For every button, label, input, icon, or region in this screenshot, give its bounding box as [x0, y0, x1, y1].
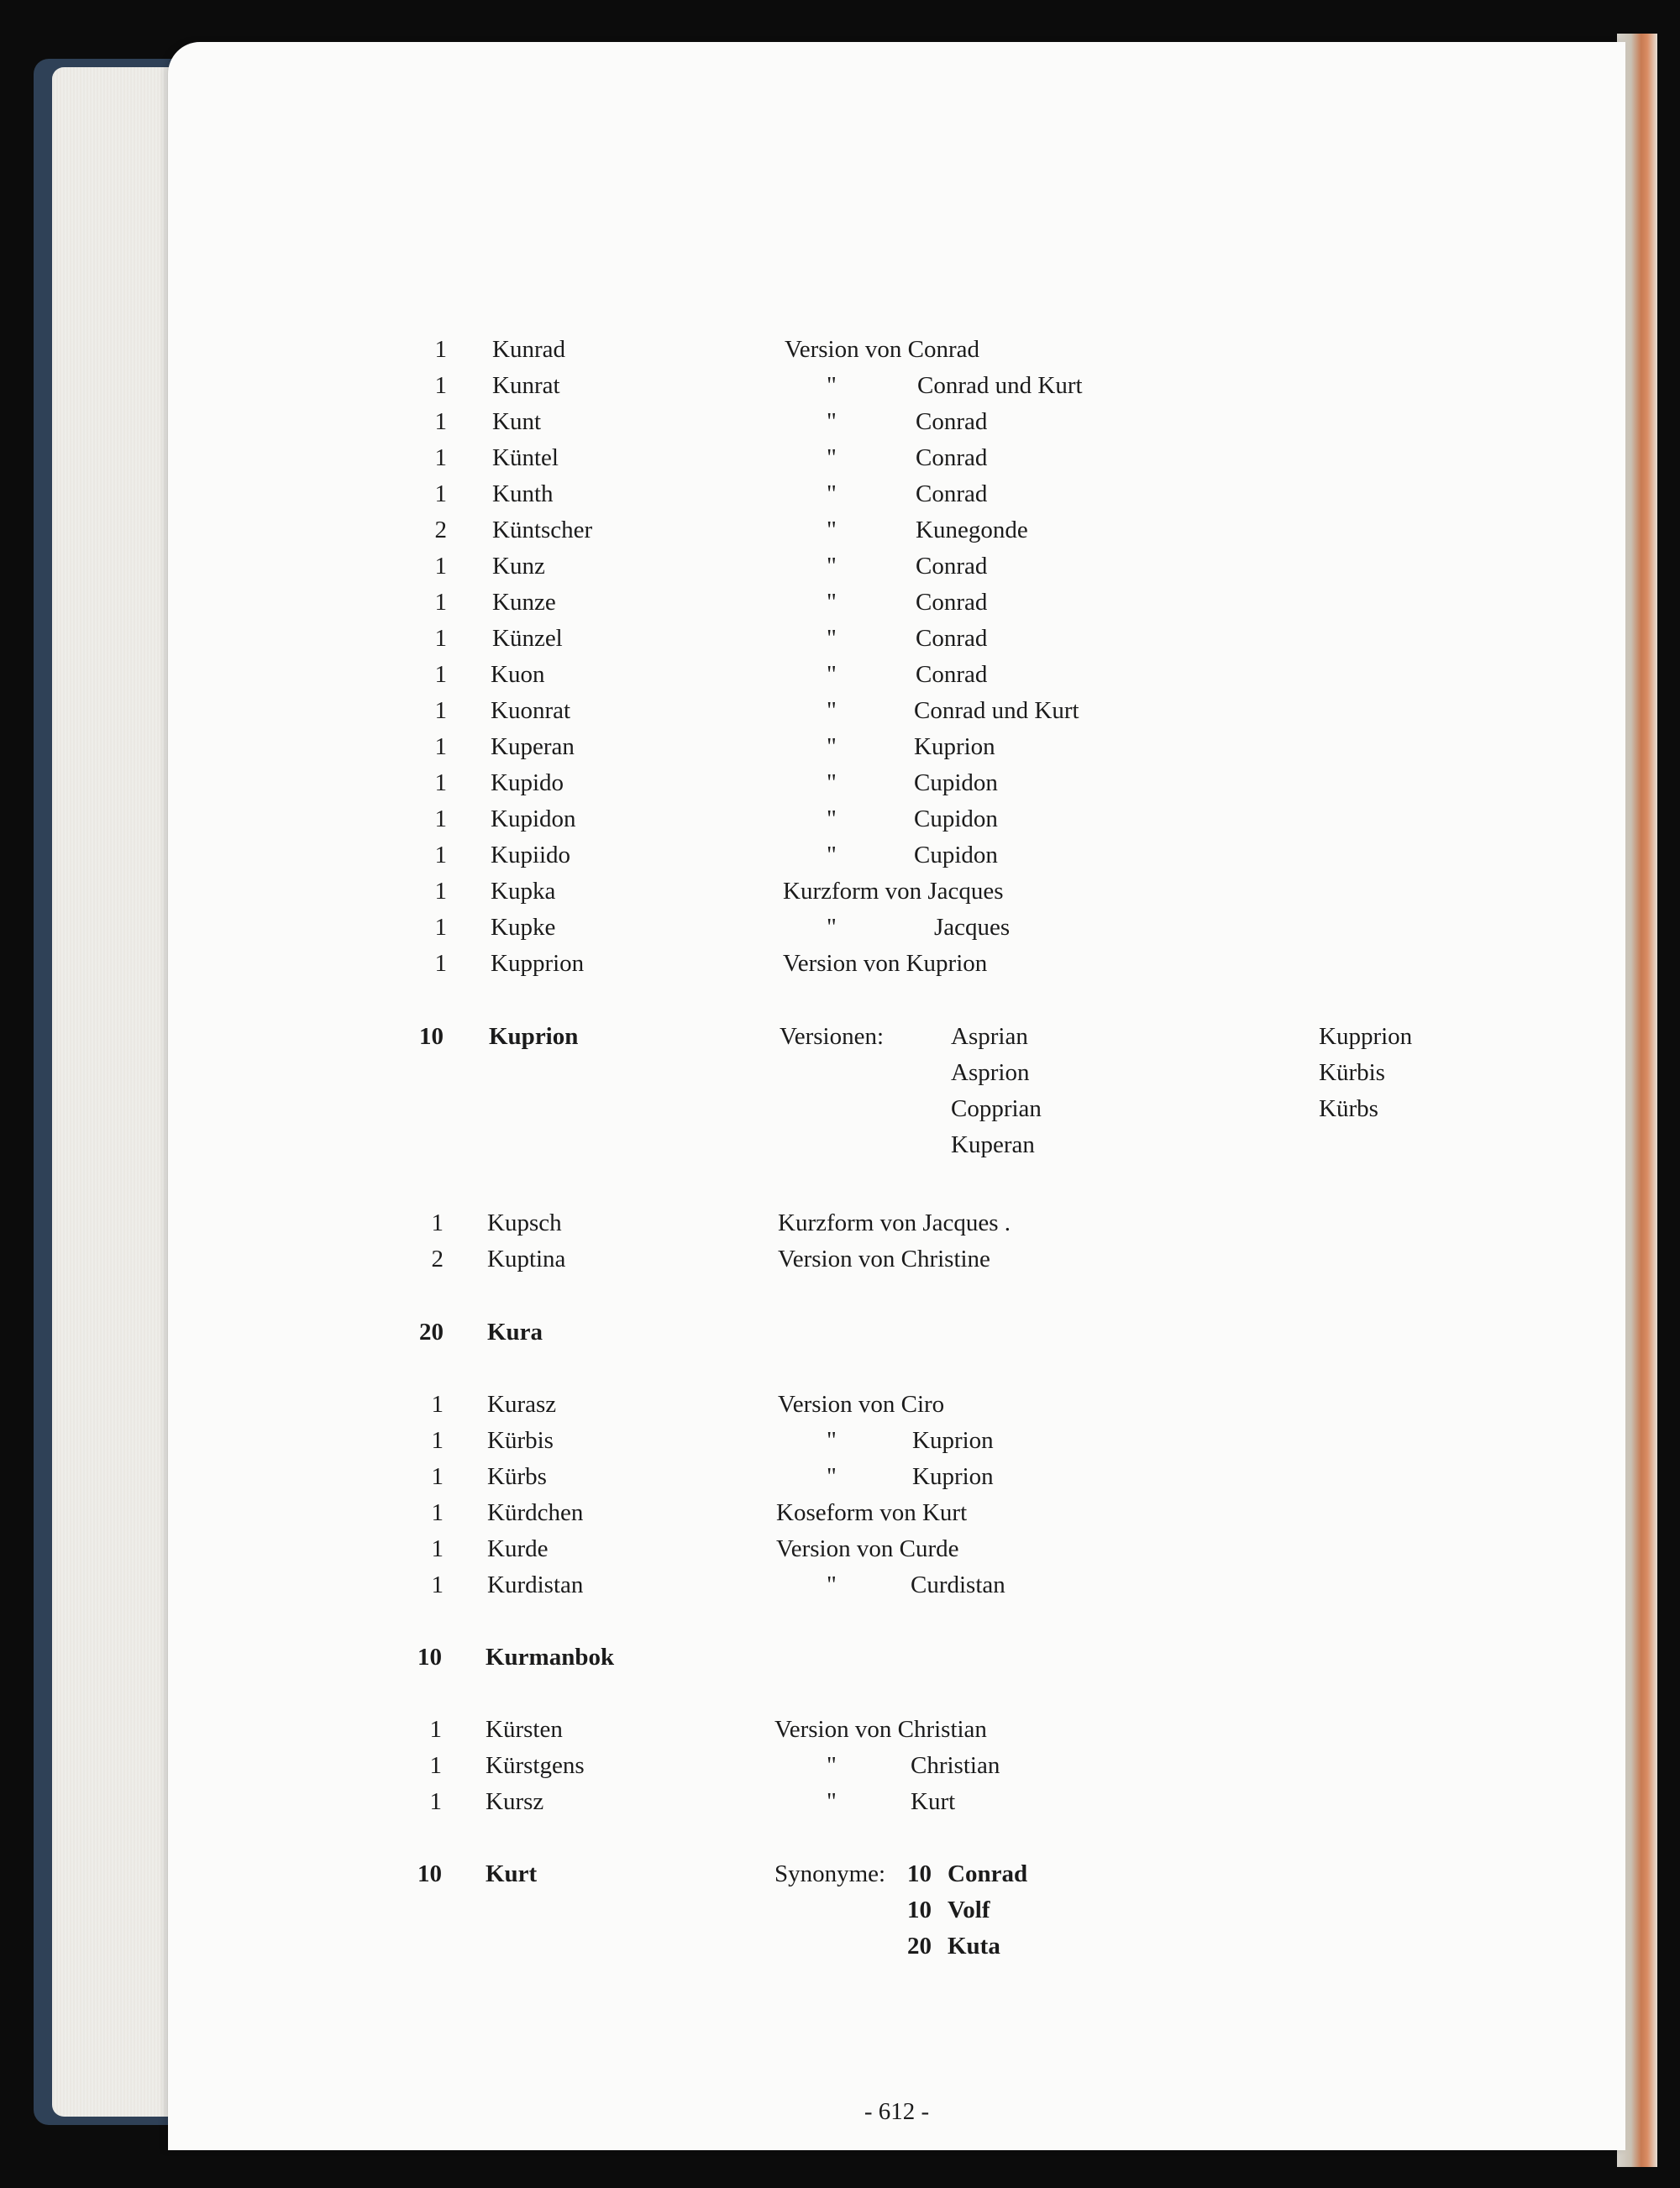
- entry-name: Kürstgens: [486, 1752, 585, 1779]
- ditto-mark: ": [827, 661, 837, 688]
- entry-row: [168, 621, 1625, 656]
- entry-row: [168, 548, 1625, 584]
- entry-description: Versionen:: [780, 1023, 885, 1050]
- entry-target: Kuprion: [912, 1427, 994, 1454]
- entry-name: Künzel: [492, 625, 563, 652]
- version-item: Kürbs: [1319, 1095, 1378, 1122]
- entry-description: Kurzform von Jacques: [783, 878, 1004, 905]
- entry-count: 1: [434, 372, 447, 399]
- entry-name: Kurmanbok: [486, 1644, 615, 1671]
- entry-row: [168, 1748, 1625, 1783]
- entry-row: [168, 657, 1625, 692]
- entry-name: Kupido: [491, 769, 564, 796]
- entry-target: Conrad: [916, 480, 988, 507]
- entry-target: Conrad: [916, 589, 988, 616]
- entry-count: 1: [431, 1391, 444, 1418]
- entry-row: [168, 910, 1625, 945]
- ditto-mark: ": [827, 480, 837, 507]
- synonym-count: 20: [907, 1933, 932, 1960]
- entry-row: [168, 1241, 1625, 1277]
- entry-name: Kurt: [486, 1860, 538, 1887]
- entry-name: Kürsten: [486, 1716, 563, 1743]
- book-page: [168, 42, 1625, 2150]
- entry-name: Kurde: [487, 1535, 549, 1562]
- entry-name: Kuon: [491, 661, 545, 688]
- entry-target: Kuprion: [912, 1463, 994, 1490]
- ditto-mark: ": [827, 589, 837, 616]
- entry-name: Kupka: [491, 878, 556, 905]
- entry-name: Kürbis: [487, 1427, 554, 1454]
- version-item: Kupprion: [1319, 1023, 1413, 1050]
- entry-count: 1: [429, 1788, 442, 1815]
- entry-count: 1: [434, 444, 447, 471]
- entry-name: Kursz: [486, 1788, 544, 1815]
- entry-row: [168, 1205, 1625, 1241]
- ditto-mark: ": [827, 408, 837, 435]
- entry-count: 1: [434, 408, 447, 435]
- version-item: Asprion: [951, 1059, 1030, 1086]
- entry-row: [168, 801, 1625, 837]
- entry-name: Kunz: [492, 553, 545, 580]
- entry-row: [168, 1387, 1625, 1422]
- ditto-mark: ": [827, 517, 837, 543]
- entry-row: [168, 874, 1625, 909]
- entry-count: 1: [431, 1535, 444, 1562]
- entry-target: Kuprion: [914, 733, 995, 760]
- entry-row: [168, 729, 1625, 764]
- entry-count: 1: [434, 336, 447, 363]
- entry-count: 1: [434, 878, 447, 905]
- entry-name: Kurdistan: [487, 1571, 584, 1598]
- entry-count: 1: [434, 553, 447, 580]
- entry-count: 1: [431, 1427, 444, 1454]
- entry-row: [168, 1459, 1625, 1494]
- entry-count: 1: [431, 1463, 444, 1490]
- ditto-mark: ": [827, 697, 837, 724]
- synonym-name: Conrad: [948, 1860, 1028, 1887]
- entry-name: Kupprion: [491, 950, 585, 977]
- entry-target: Conrad: [916, 625, 988, 652]
- entry-count: 1: [434, 842, 447, 868]
- entry-row: [168, 1567, 1625, 1603]
- entry-name: Kupke: [491, 914, 556, 941]
- entry-name: Kupiido: [491, 842, 571, 868]
- entry-row: [168, 1640, 1625, 1675]
- entry-name: Kura: [487, 1319, 543, 1346]
- entry-row: [168, 1495, 1625, 1530]
- ditto-mark: ": [827, 1752, 837, 1779]
- entry-description: Version von Kuprion: [783, 950, 988, 977]
- entry-target: Cupidon: [914, 769, 998, 796]
- entry-row: [168, 368, 1625, 403]
- entry-description: Version von Curde: [776, 1535, 959, 1562]
- entry-count: 1: [429, 1716, 442, 1743]
- entry-row: [168, 585, 1625, 620]
- synonym-name: Volf: [948, 1897, 990, 1923]
- ditto-mark: ": [827, 1427, 837, 1454]
- entry-target: Conrad: [916, 553, 988, 580]
- entry-name: Kupidon: [491, 805, 576, 832]
- entry-count: 2: [431, 1246, 444, 1272]
- page-edges: [52, 67, 186, 2117]
- entry-target: Christian: [911, 1752, 1000, 1779]
- entry-name: Kunth: [492, 480, 554, 507]
- entry-row: [168, 404, 1625, 439]
- entry-count: 1: [434, 480, 447, 507]
- entry-target: Conrad: [916, 661, 988, 688]
- entry-row: [168, 332, 1625, 367]
- version-item: Asprian: [951, 1023, 1028, 1050]
- version-item: Kürbis: [1319, 1059, 1385, 1086]
- entry-row: [168, 946, 1625, 981]
- entry-target: Conrad: [916, 444, 988, 471]
- entry-count: 1: [429, 1752, 442, 1779]
- entry-row: [168, 440, 1625, 475]
- entry-count: 10: [419, 1023, 444, 1050]
- entry-count: 1: [431, 1499, 444, 1526]
- entry-description: Version von Christine: [778, 1246, 990, 1272]
- entry-row: [168, 1019, 1625, 1158]
- ditto-mark: ": [827, 372, 837, 399]
- entry-description: Version von Christian: [774, 1716, 987, 1743]
- ditto-mark: ": [827, 842, 837, 868]
- entry-name: Kunze: [492, 589, 556, 616]
- synonym-count: 10: [907, 1897, 932, 1923]
- entry-description: Koseform von Kurt: [776, 1499, 968, 1526]
- ditto-mark: ": [827, 1463, 837, 1490]
- entry-target: Conrad: [916, 408, 988, 435]
- entry-count: 20: [419, 1319, 444, 1346]
- entry-name: Kurasz: [487, 1391, 557, 1418]
- page-number: - 612 -: [864, 2098, 930, 2125]
- entry-count: 1: [434, 697, 447, 724]
- entry-name: Küntel: [492, 444, 559, 471]
- entry-count: 10: [417, 1644, 442, 1671]
- entry-name: Küntscher: [492, 517, 593, 543]
- entry-count: 1: [434, 769, 447, 796]
- entry-name: Kunrad: [492, 336, 565, 363]
- entry-name: Kunrat: [492, 372, 560, 399]
- entry-name: Kürbs: [487, 1463, 547, 1490]
- entry-count: 1: [431, 1209, 444, 1236]
- entry-count: 1: [434, 733, 447, 760]
- version-item: Kuperan: [951, 1131, 1035, 1158]
- entry-count: 1: [434, 805, 447, 832]
- entry-target: Kunegonde: [916, 517, 1028, 543]
- ditto-mark: ": [827, 1571, 837, 1598]
- entry-row: [168, 1531, 1625, 1566]
- entry-row: [168, 1423, 1625, 1458]
- entry-name: Kupsch: [487, 1209, 562, 1236]
- entry-name: Kuperan: [491, 733, 575, 760]
- entry-target: Jacques: [934, 914, 1011, 941]
- entry-row: [168, 512, 1625, 548]
- name-entries: [168, 42, 1625, 2150]
- entry-description: Version von Conrad: [785, 336, 979, 363]
- entry-row: [168, 476, 1625, 512]
- entry-description: Kurzform von Jacques .: [778, 1209, 1011, 1236]
- entry-count: 2: [434, 517, 447, 543]
- entry-target: Conrad und Kurt: [917, 372, 1083, 399]
- entry-row: [168, 1856, 1625, 1960]
- entry-target: Curdistan: [911, 1571, 1005, 1598]
- entry-count: 10: [417, 1860, 442, 1887]
- entry-row: [168, 693, 1625, 728]
- entry-target: Kurt: [911, 1788, 956, 1815]
- ditto-mark: ": [827, 1788, 837, 1815]
- ditto-mark: ": [827, 914, 837, 941]
- ditto-mark: ": [827, 444, 837, 471]
- entry-row: [168, 1784, 1625, 1819]
- entry-description: Synonyme:: [774, 1860, 886, 1887]
- ditto-mark: ": [827, 625, 837, 652]
- entry-count: 1: [434, 625, 447, 652]
- entry-description: Version von Ciro: [778, 1391, 945, 1418]
- entry-count: 1: [434, 914, 447, 941]
- ditto-mark: ": [827, 733, 837, 760]
- ditto-mark: ": [827, 553, 837, 580]
- entry-target: Cupidon: [914, 805, 998, 832]
- entry-row: [168, 765, 1625, 800]
- entry-row: [168, 837, 1625, 873]
- entry-target: Cupidon: [914, 842, 998, 868]
- entry-count: 1: [434, 589, 447, 616]
- entry-name: Kuonrat: [491, 697, 571, 724]
- ditto-mark: ": [827, 769, 837, 796]
- version-item: Copprian: [951, 1095, 1042, 1122]
- entry-name: Kunt: [492, 408, 541, 435]
- synonym-name: Kuta: [948, 1933, 1000, 1960]
- ditto-mark: ": [827, 805, 837, 832]
- synonym-count: 10: [907, 1860, 932, 1887]
- entry-name: Kürdchen: [487, 1499, 584, 1526]
- entry-name: Kuprion: [489, 1023, 579, 1050]
- entry-count: 1: [434, 661, 447, 688]
- entry-row: [168, 1314, 1625, 1350]
- entry-count: 1: [431, 1571, 444, 1598]
- entry-target: Conrad und Kurt: [914, 697, 1079, 724]
- entry-count: 1: [434, 950, 447, 977]
- entry-name: Kuptina: [487, 1246, 566, 1272]
- entry-row: [168, 1712, 1625, 1747]
